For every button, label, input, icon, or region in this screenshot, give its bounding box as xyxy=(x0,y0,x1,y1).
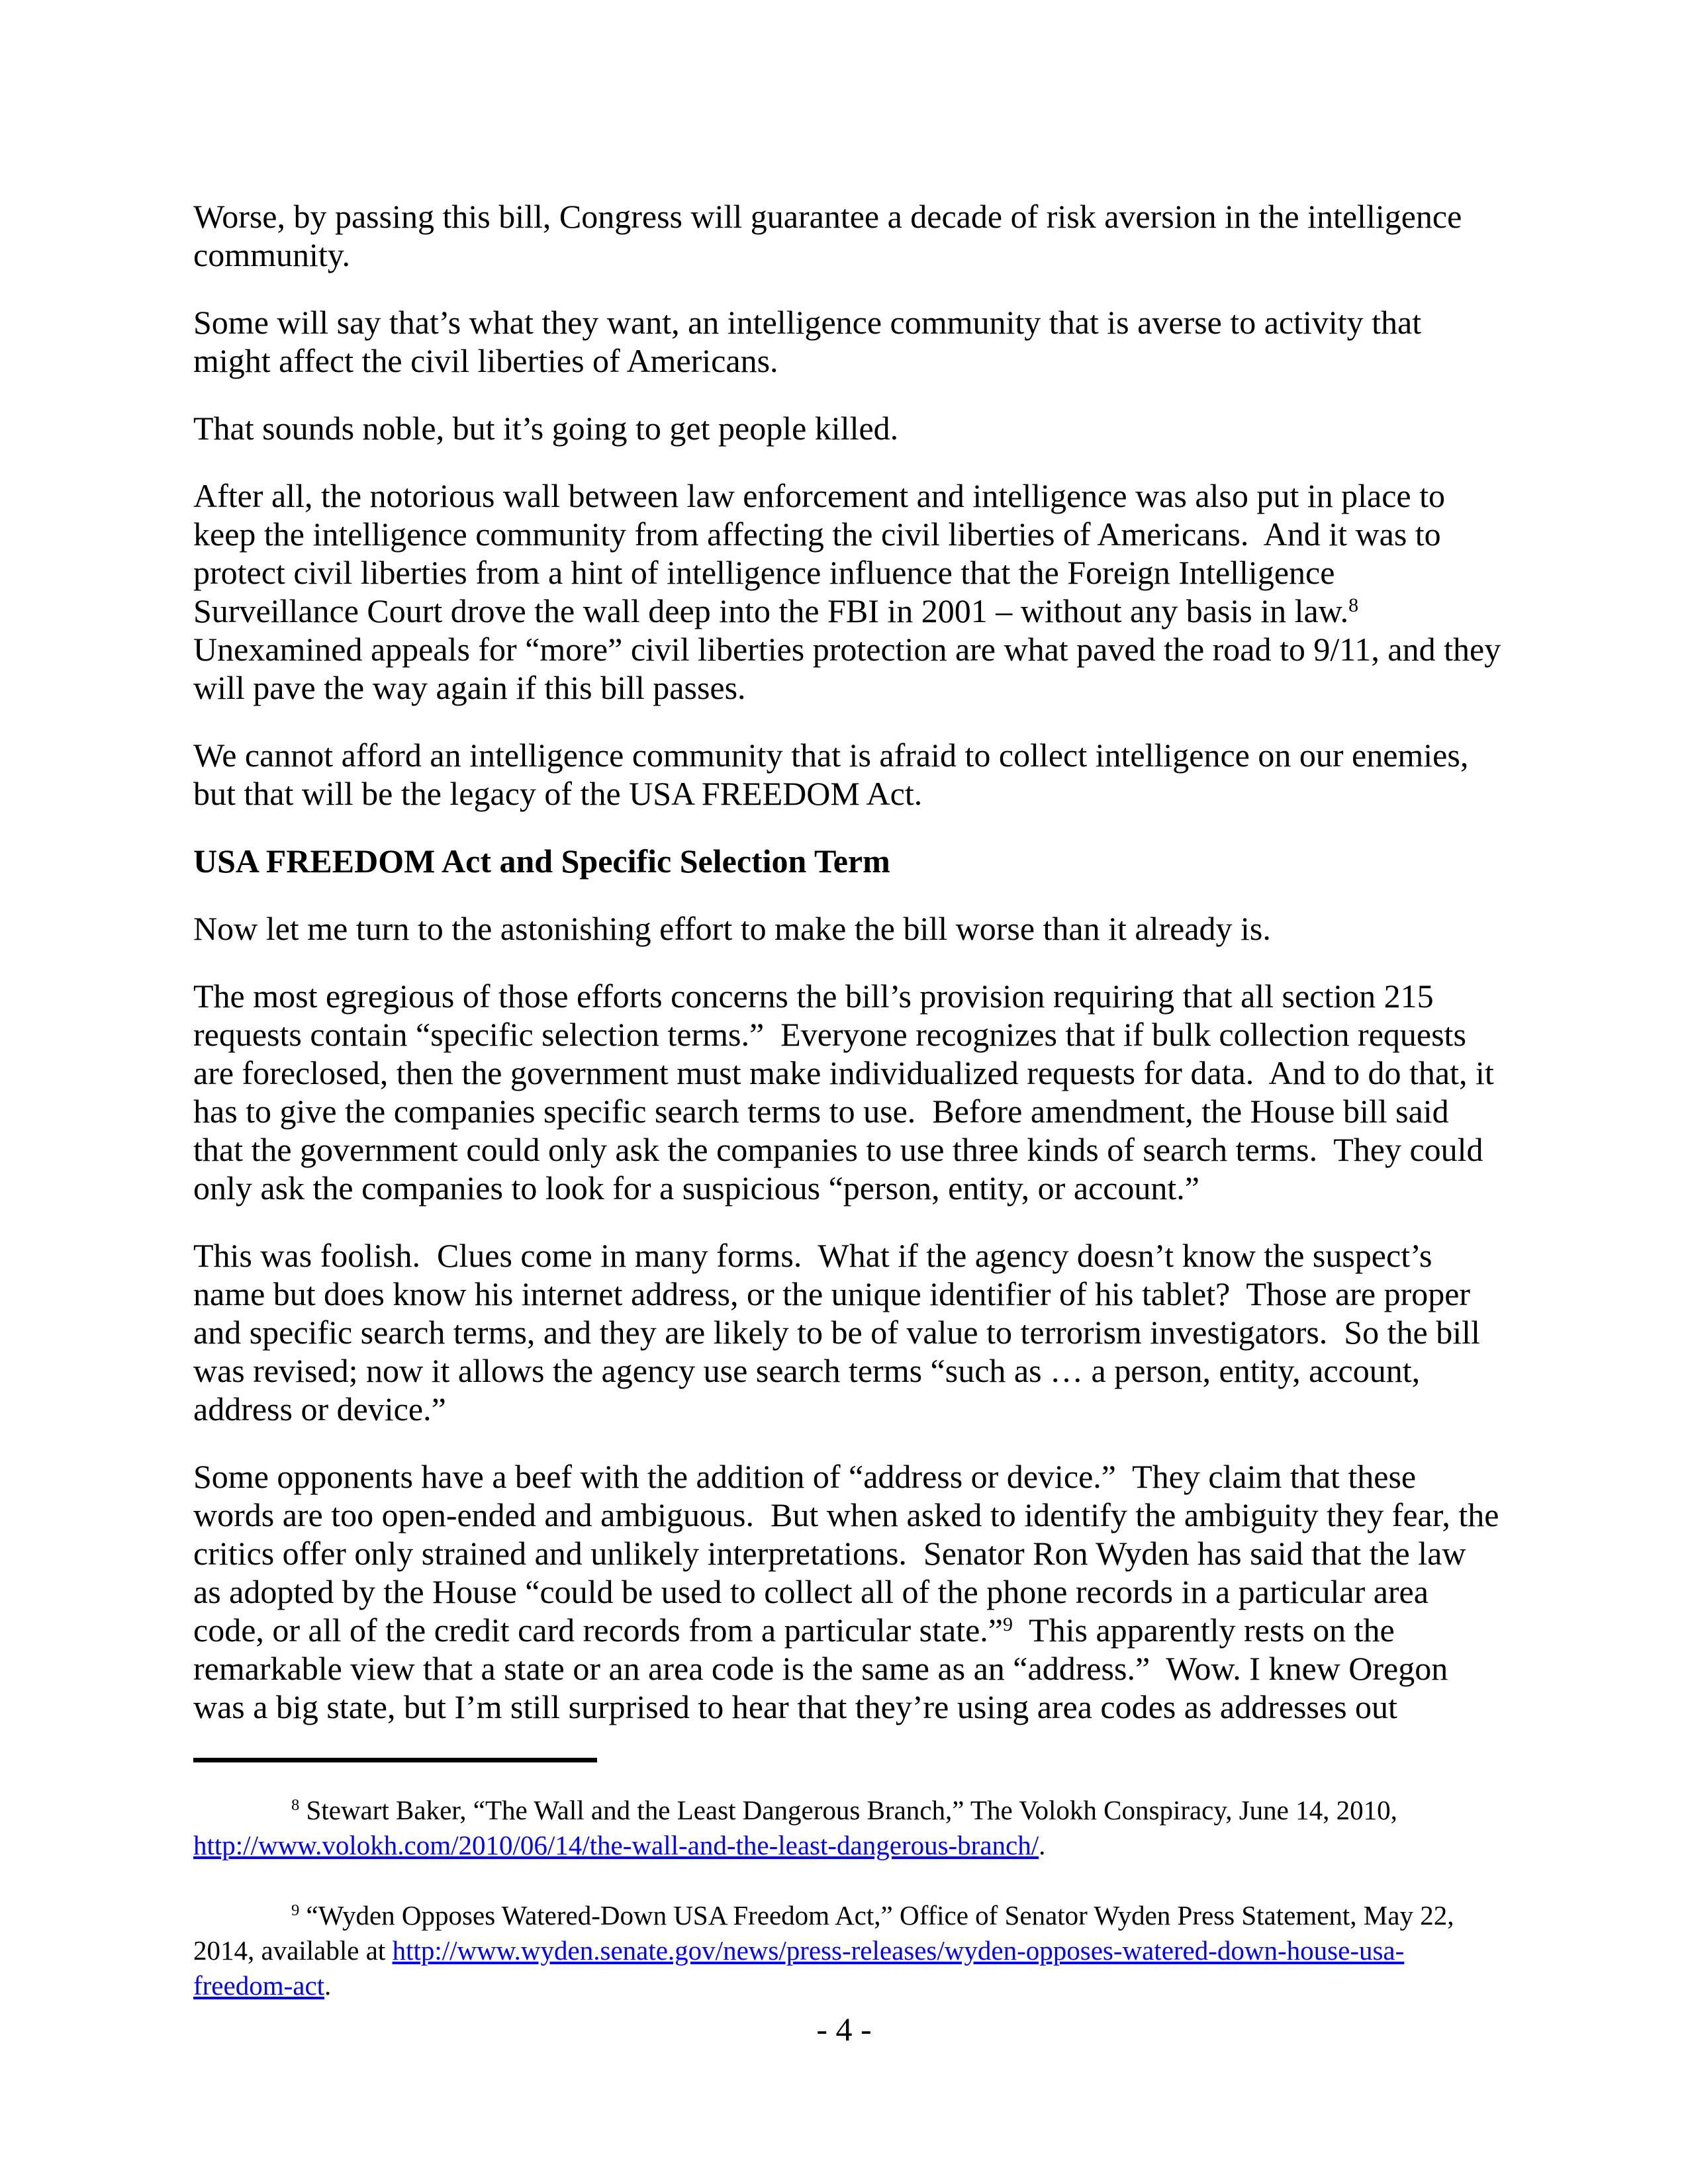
text-run: Now let me turn to the astonishing effort to make the bill worse than it already is. xyxy=(193,910,1271,947)
text-run: Unexamined appeals for “more” civil liberties protection are what paved the road to 9/11, and they will pave the way again if this bill passes. xyxy=(193,592,1509,706)
text-run: This apparently rests on the remarkable view that a state or an area code is the same as an “address.” Wow. I knew Oregon was a big state, but I’m still surprised to hear that they’re using area codes as addresses out xyxy=(193,1612,1456,1725)
text-run: That sounds noble, but it’s going to get people killed. xyxy=(193,410,899,447)
text-run: . xyxy=(324,1970,332,2001)
body-paragraph xyxy=(193,197,1501,274)
text-run: . xyxy=(1039,1830,1046,1860)
footnote xyxy=(193,1793,1501,1863)
body-paragraph xyxy=(193,477,1509,707)
body-paragraph xyxy=(193,909,1501,948)
footnote-marker: 9 xyxy=(291,1901,300,1920)
document-body xyxy=(193,197,1509,1726)
page-number: - 4 - xyxy=(816,2011,872,2048)
hyperlink[interactable]: http://www.volokh.com/2010/06/14/the-wall-and-the-least-dangerous-branch/ xyxy=(193,1830,1039,1860)
text-run: This was foolish. Clues come in many forms. What if the agency doesn’t know the suspect’s name but does know his internet address, or the unique identifier of his tablet? Those are proper and specific search terms, and they are likely to be of value to terrorism investigators. So the bill was revised; now it allows the agency use search terms “such as … a person, entity, account, address or device.” xyxy=(193,1237,1489,1428)
text-run: The most egregious of those efforts concerns the bill’s provision requiring that all section 215 requests contain “specific selection terms.” Everyone recognizes that if bulk collection requests are foreclosed, then the government must make individualized requests for data. And to do that, it has to give the companies specific search terms to use. Before amendment, the House bill said that the government could only ask the companies to use three kinds of search terms. They could only ask the companies to look for a suspicious “person, entity, or account.” xyxy=(193,978,1503,1206)
footnote-reference: 8 xyxy=(1348,594,1359,616)
footnotes xyxy=(193,1793,1501,2003)
text-run: Worse, by passing this bill, Congress will guarantee a decade of risk aversion in the intelligence community. xyxy=(193,198,1470,273)
hyperlink[interactable]: http://www.wyden.senate.gov/news/press-releases/wyden-opposes-watered-down-house-usa-freedom-act xyxy=(193,1935,1405,2001)
body-paragraph xyxy=(193,409,1501,447)
text-run: Some opponents have a beef with the addition of “address or device.” They claim that these words are too open-ended and ambiguous. But when asked to identify the ambiguity they fear, the critics offer only strained and unlikely interpretations. Senator Ron Wyden has said that the law as adopted by the House “could be used to collect all of the phone records in a particular area code, or all of the credit card records from a particular state.” xyxy=(193,1458,1507,1649)
body-paragraph xyxy=(193,977,1501,1207)
body-paragraph xyxy=(193,1457,1507,1726)
footnote-reference: 9 xyxy=(1003,1613,1013,1635)
text-run: Some will say that’s what they want, an intelligence community that is averse to activity that might affect the civil liberties of Americans. xyxy=(193,304,1430,379)
footnote-marker: 8 xyxy=(291,1796,300,1815)
footnote-separator xyxy=(193,1758,597,1762)
text-run: Stewart Baker, “The Wall and the Least Dangerous Branch,” The Volokh Conspiracy, June 14, 2010, xyxy=(299,1795,1405,1825)
text-run: We cannot afford an intelligence community that is afraid to collect intelligence on our enemies, but that will be the legacy of the USA FREEDOM Act. xyxy=(193,737,1477,812)
text-run: USA FREEDOM Act and Specific Selection Term xyxy=(193,842,890,880)
text-run: After all, the notorious wall between law enforcement and intelligence was also put in place to keep the intelligence community from affecting the civil liberties of Americans. And it was to protect civil liberties from a hint of intelligence influence that the Foreign Intelligence Surveillance Court drove the wall deep into the FBI in 2001 – without any basis in law. xyxy=(193,477,1454,629)
text-run: “Wyden Opposes Watered-Down USA Freedom Act,” Office of Senator Wyden Press Statement, May 22, 2014, available at xyxy=(193,1900,1461,1966)
footnote xyxy=(193,1898,1501,2003)
body-paragraph xyxy=(193,303,1501,380)
section-heading xyxy=(193,842,1501,880)
body-paragraph xyxy=(193,736,1501,813)
body-paragraph xyxy=(193,1236,1501,1428)
